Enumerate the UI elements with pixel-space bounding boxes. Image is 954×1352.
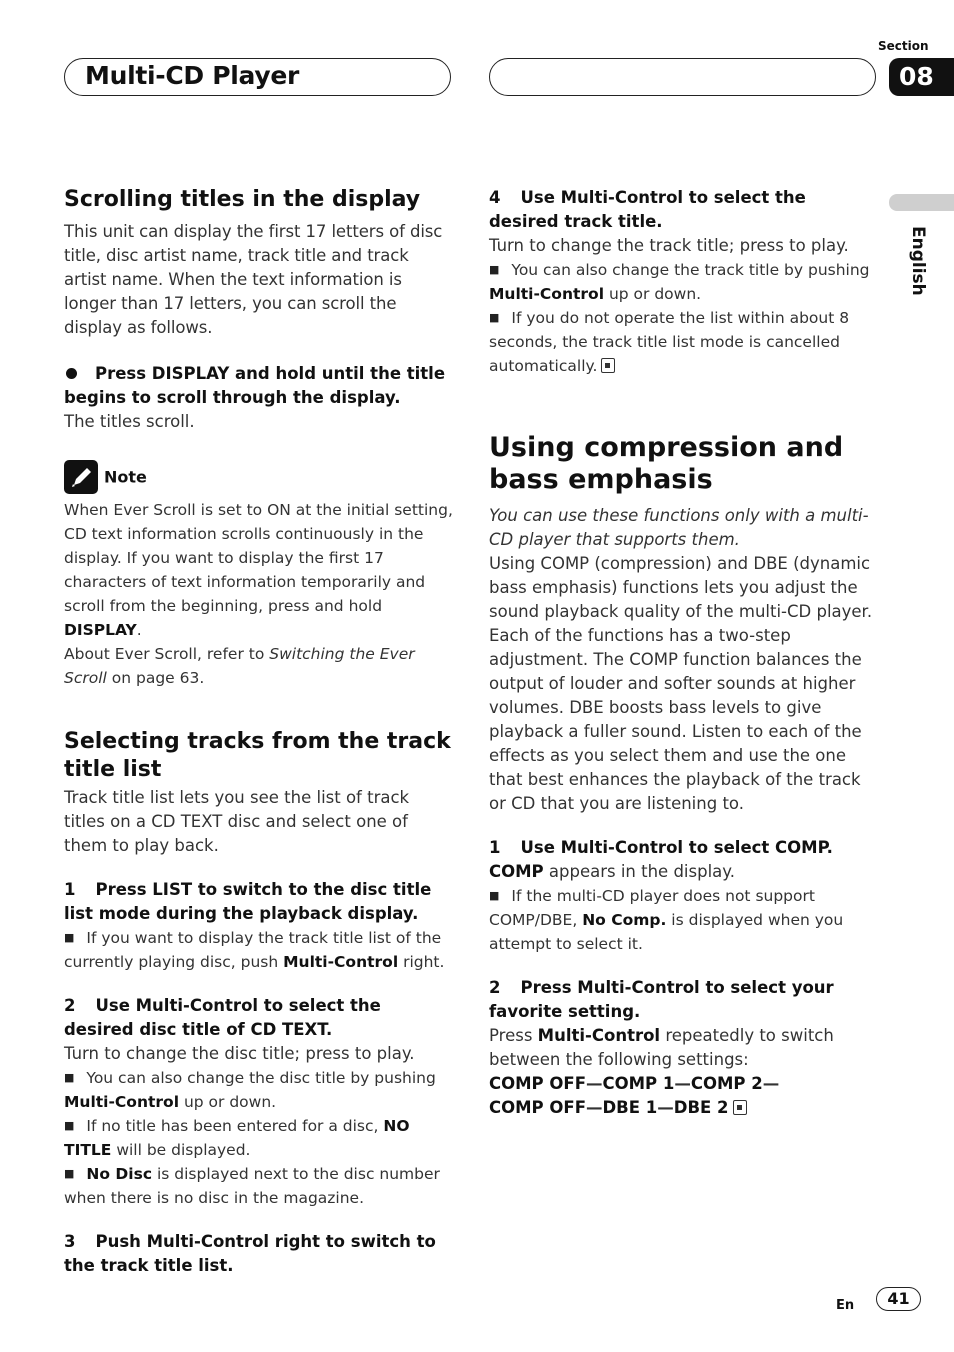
bullet-end: is displayed when you attempt to select it. — [489, 911, 844, 953]
step-1-comp — [489, 836, 879, 860]
bullet-bold: No Comp. — [582, 911, 667, 929]
step-bold: COMP — [489, 862, 544, 881]
setting-dbe-1: DBE 1 — [602, 1098, 658, 1117]
bullet-comp-a: ■ If the multi-CD player does not support COMP/DBE, No Comp. is displayed when you attempt to select it. — [489, 887, 844, 953]
step-number: 2 — [64, 996, 76, 1015]
heading-selecting-tracks: Selecting tracks from the track title list — [64, 729, 451, 782]
bullet-bold: Multi-Control — [283, 953, 399, 971]
heading-compression: Using compression and bass emphasis — [489, 432, 844, 495]
bullet-end: will be displayed. — [111, 1141, 251, 1159]
scrolling-intro: This unit can display the first 17 letters of disc title, disc artist name, track title and track artist name. When the text information is longer than 17 letters, you can scroll the display as follows. — [64, 222, 443, 337]
dash: — — [657, 1098, 674, 1117]
bullet-dot-icon — [66, 368, 77, 379]
step-number: 1 — [489, 838, 501, 857]
step-desc: appears in the display. — [543, 862, 735, 881]
setting-dbe-2: DBE 2 — [673, 1098, 729, 1117]
step-3-track-list — [64, 1230, 454, 1278]
bullet-end: up or down. — [604, 285, 702, 303]
step-text: Use Multi-Control to select the desired track title. — [489, 188, 806, 231]
step-1-list — [64, 878, 454, 926]
note-label: Note — [104, 467, 147, 487]
selecting-intro: Track title list lets you see the list of track titles on a CD TEXT disc and select one of them to play back. — [64, 788, 410, 855]
step-2-favorite — [489, 976, 879, 1024]
note-p2-link: Switching the Ever Scroll — [64, 645, 415, 687]
dash: — — [585, 1098, 603, 1117]
note-p1: When Ever Scroll is set to ON at the initial setting, CD text information scrolls continuously in the display. If you want to display the first 17 characters of text information temporarily and scroll from the beginning, press and hold — [64, 501, 453, 615]
step-number: 4 — [489, 188, 501, 207]
bullet-text: You can also change the track title by pushing — [511, 261, 870, 279]
step-2-desc — [489, 1024, 879, 1072]
bullet-bold: No Disc — [86, 1165, 153, 1183]
bullet-text: If no title has been entered for a disc, — [86, 1117, 384, 1135]
end-mark-icon — [733, 1100, 747, 1115]
step-number: 3 — [64, 1232, 76, 1251]
bullet-text: If you do not operate the list within about 8 seconds, the track title list mode is cancelled automatically. — [489, 309, 850, 375]
bullet-bold: Multi-Control — [64, 1093, 180, 1111]
step-press-display — [64, 362, 454, 410]
setting-comp-2: COMP 2 — [690, 1074, 763, 1093]
bullet-text: If the multi-CD player does not support COMP/DBE, — [489, 887, 815, 929]
left-column — [64, 186, 454, 1278]
comp-sequence — [489, 1072, 879, 1096]
bullet-2b: ■ If no title has been entered for a disc, NO TITLE will be displayed. — [64, 1117, 410, 1159]
compression-note: You can use these functions only with a multi-CD player that supports them. — [489, 506, 869, 549]
bullet-text: If you want to display the track title list of the currently playing disc, push — [64, 929, 442, 971]
dbe-sequence — [489, 1096, 879, 1120]
compression-intro: Using COMP (compression) and DBE (dynamic bass emphasis) functions lets you adjust the sound playback quality of the multi-CD player. Each of the functions has a two-step adjustment. The COMP function balances the output of louder and softer sounds at higher volumes. DBE boosts bass levels to give playback a fuller sound. Listen to each of the effects as you select them and use the one that best enhances the playback of the track or CD that you are listening to. — [489, 554, 873, 813]
step-text: Press Multi-Control to select your favorite setting. — [489, 978, 834, 1021]
step-text: Push Multi-Control right to switch to the track title list. — [64, 1232, 436, 1275]
note-p1-end: . — [136, 621, 142, 639]
note-p2-end: on page 63. — [106, 669, 205, 687]
bullet-2a: ■ You can also change the disc title by pushing Multi-Control up or down. — [64, 1069, 436, 1111]
header-blank-bar — [489, 58, 876, 96]
step-number: 2 — [489, 978, 501, 997]
header-title-bar — [64, 58, 451, 96]
dash: — — [674, 1074, 691, 1093]
setting-comp-off: COMP OFF — [489, 1098, 586, 1117]
setting-comp-off: COMP OFF — [489, 1074, 586, 1093]
footer-language: En — [836, 1298, 855, 1313]
step-1-desc — [489, 860, 879, 884]
bullet-4b: ■ If you do not operate the list within about 8 seconds, the track title list mode is cancelled automatically. — [489, 309, 850, 375]
language-label: English — [908, 226, 928, 296]
note-p2: About Ever Scroll, refer to — [64, 645, 270, 663]
step-text: Use Multi-Control to select the desired disc title of CD TEXT. — [64, 996, 381, 1039]
note-p1-bold: DISPLAY — [64, 621, 137, 639]
step-2-desc: Turn to change the disc title; press to play. — [64, 1044, 415, 1063]
bullet-text: You can also change the disc title by pushing — [86, 1069, 436, 1087]
section-number: 08 — [889, 58, 954, 96]
language-tab — [889, 194, 954, 211]
setting-comp-1: COMP 1 — [602, 1074, 675, 1093]
bullet-bold: Multi-Control — [489, 285, 605, 303]
step-desc: Press — [489, 1026, 538, 1045]
step-text: Press DISPLAY and hold until the title begins to scroll through the display. — [64, 364, 446, 407]
note-text-2 — [64, 642, 454, 690]
step-end: repeatedly to switch between the following settings: — [489, 1026, 834, 1069]
bullet-end: right. — [398, 953, 445, 971]
section-label: Section — [878, 39, 929, 53]
note-pencil-icon — [64, 460, 98, 494]
step-result: The titles scroll. — [64, 412, 195, 431]
right-column — [489, 186, 879, 1120]
bullet-bold: NO TITLE — [64, 1117, 410, 1159]
bullet-end: up or down. — [179, 1093, 277, 1111]
step-4-track-title — [489, 186, 879, 234]
bullet-1a: ■ If you want to display the track title list of the currently playing disc, push Multi-Control right. — [64, 929, 445, 971]
end-mark-icon — [601, 358, 615, 373]
dash: — — [585, 1074, 603, 1093]
dash: — — [762, 1074, 780, 1093]
page-title: Multi-CD Player — [85, 61, 300, 90]
step-4-desc: Turn to change the track title; press to play. — [489, 236, 849, 255]
step-text: Press LIST to switch to the disc title list mode during the playback display. — [64, 880, 432, 923]
heading-scrolling-titles: Scrolling titles in the display — [64, 187, 421, 212]
note-text-1 — [64, 498, 454, 642]
bullet-4a: ■ You can also change the track title by pushing Multi-Control up or down. — [489, 261, 870, 303]
step-bold: Multi-Control — [537, 1026, 661, 1045]
bullet-end: is displayed next to the disc number when there is no disc in the magazine. — [64, 1165, 440, 1207]
step-2-disc-title — [64, 994, 454, 1042]
note-header — [64, 460, 454, 494]
bullet-2c: ■ No Disc is displayed next to the disc number when there is no disc in the magazine. — [64, 1165, 440, 1207]
step-number: 1 — [64, 880, 76, 899]
page-number: 41 — [876, 1287, 921, 1311]
step-text: Use Multi-Control to select COMP. — [520, 838, 833, 857]
